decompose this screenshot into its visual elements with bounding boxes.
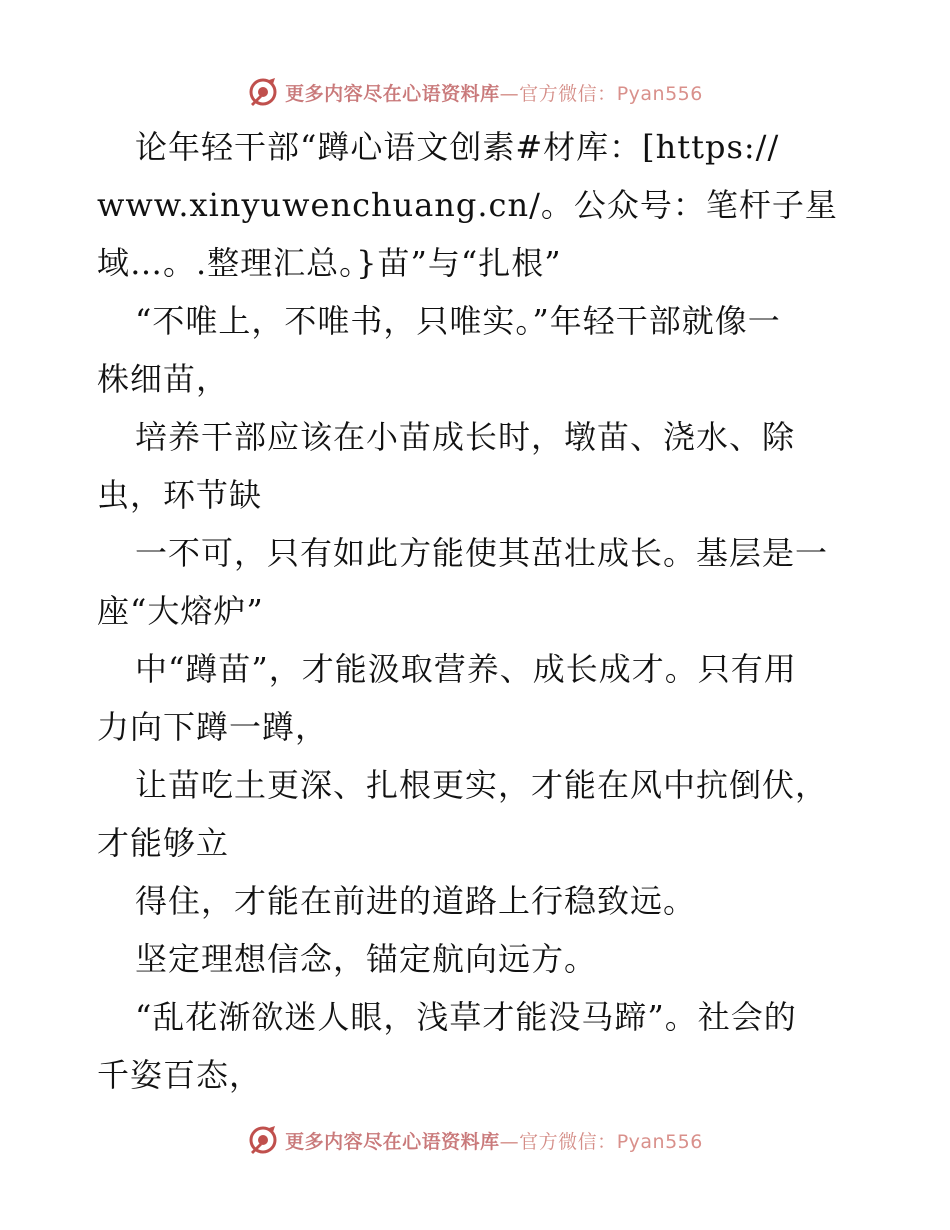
body-line: www.xinyuwenchuang.cn/。公众号：笔杆子星: [97, 186, 838, 224]
footer-banner: [0, 1120, 950, 1160]
body-line: 坚定理想信念，锚定航向远方。: [135, 940, 598, 978]
header-banner: [0, 72, 950, 112]
footer-wechat-label: 官方微信：: [519, 1130, 617, 1153]
body-line: 虫，环节缺: [97, 476, 263, 514]
body-line: 座“大熔炉”: [97, 592, 264, 630]
document-body: [97, 118, 857, 1104]
footer-brand: 更多内容尽在心语资料库: [285, 1130, 500, 1153]
body-line: 让苗吃土更深、扎根更实，才能在风中抗倒伏，: [135, 766, 829, 804]
body-line: 论年轻干部“蹲心语文创素#材库：[https://: [135, 128, 780, 166]
body-line: 一不可，只有如此方能使其茁壮成长。基层是一: [135, 534, 829, 572]
header-brand: 更多内容尽在心语资料库: [285, 82, 500, 105]
header-wechat-id: Pyan556: [616, 82, 703, 105]
pen-circle-logo-icon: [247, 76, 279, 108]
footer-separator: —: [499, 1130, 520, 1153]
header-separator: —: [499, 82, 520, 105]
body-line: 千姿百态，: [97, 1056, 263, 1094]
footer-wechat-id: Pyan556: [616, 1130, 703, 1153]
body-line: 株细苗，: [97, 360, 230, 398]
header-banner-text: [285, 79, 703, 106]
body-line: 力向下蹲一蹲，: [97, 708, 329, 746]
body-line: 得住，才能在前进的道路上行稳致远。: [135, 882, 697, 920]
body-line: 培养干部应该在小苗成长时，墩苗、浇水、除: [135, 418, 796, 456]
body-line: 域…。.整理汇总。}苗”与“扎根”: [97, 244, 562, 282]
body-line: 中“蹲苗”，才能汲取营养、成长成才。只有用: [135, 650, 797, 688]
header-wechat-label: 官方微信：: [519, 82, 617, 105]
body-line: 才能够立: [97, 824, 230, 862]
body-line: “乱花渐欲迷人眼，浅草才能没马蹄”。社会的: [135, 998, 797, 1036]
footer-banner-text: [285, 1127, 703, 1154]
body-line: “不唯上，不唯书，只唯实。”年轻干部就像一: [135, 302, 781, 340]
pen-circle-logo-icon: [247, 1124, 279, 1156]
